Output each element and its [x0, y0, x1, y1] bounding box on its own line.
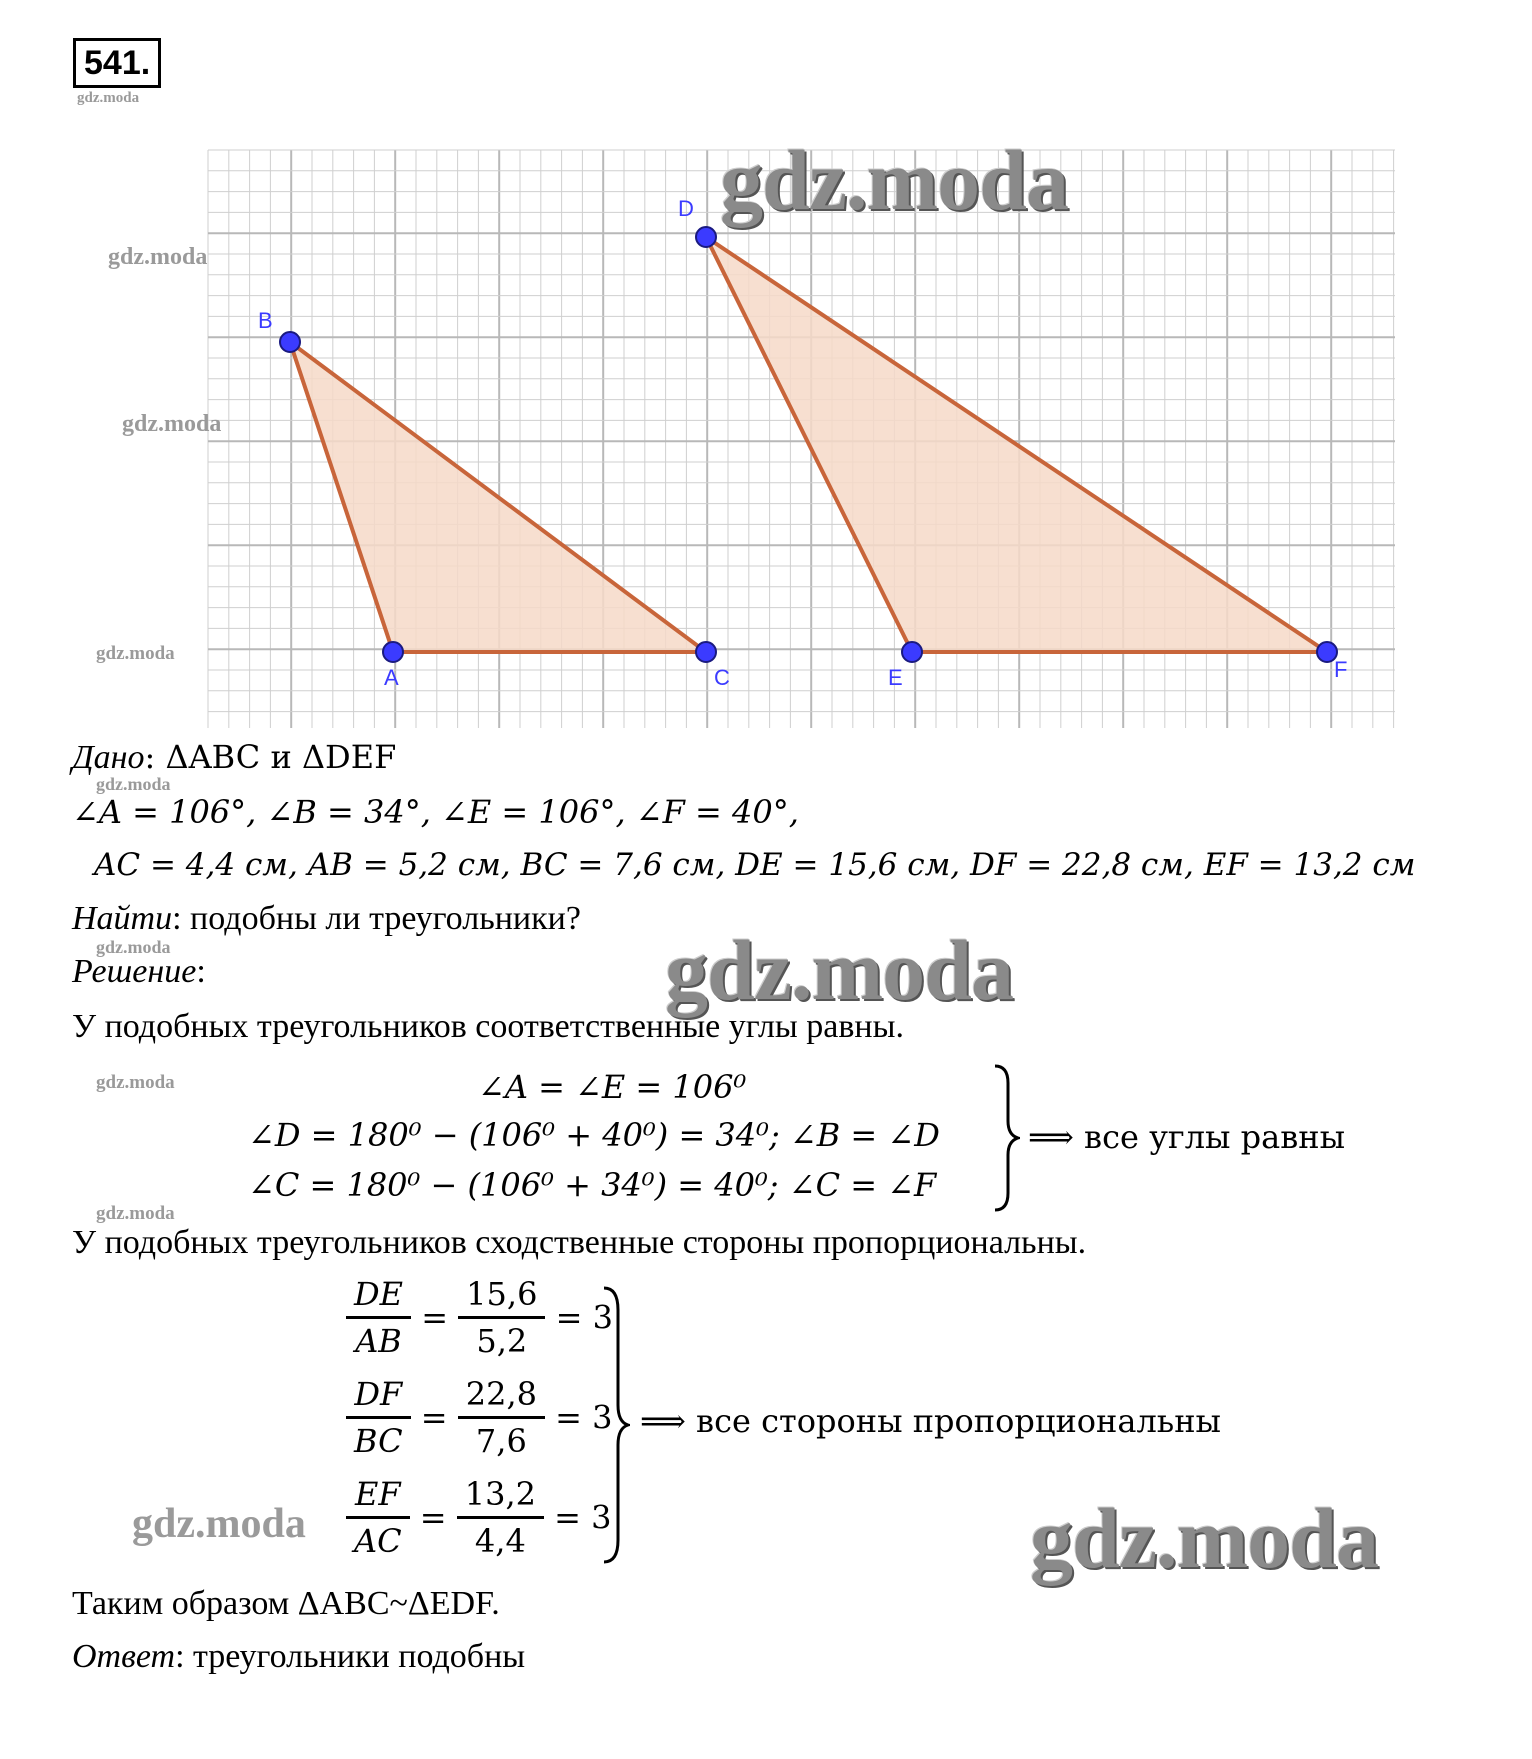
given-sides: AC = 4,4 см, AB = 5,2 см, BC = 7,6 см, DE = 15,6 см, DF = 22,8 см, EF = 13,2 см [94, 847, 1416, 883]
point-b [280, 332, 300, 352]
point-label-a: A [384, 665, 399, 690]
ratio-result: = 3 [555, 1298, 613, 1337]
point-label-b: B [258, 308, 273, 333]
watermark: gdz.moda [122, 411, 222, 437]
ratio-values-fraction: $\frac{22,8}{7,6}$ [458, 1372, 545, 1463]
given-line [72, 738, 396, 777]
angle-line-2: ∠D = 180⁰ − (106⁰ + 40⁰) = 34⁰; ∠B = ∠D [248, 1116, 940, 1154]
triangle-abc [290, 342, 706, 652]
point-d [696, 227, 716, 247]
point-label-c: C [714, 665, 730, 690]
watermark: gdz.moda [96, 937, 171, 957]
point-a [383, 642, 403, 662]
watermark: gdz.moda [77, 90, 140, 106]
solution-line [72, 953, 206, 991]
answer-text: : треугольники подобны [175, 1638, 526, 1675]
point-label-d: D [678, 196, 694, 221]
ratio-row-2: $\frac{DF}{BC}$ = $\frac{22,8}{7,6}$ = 3 [346, 1372, 613, 1463]
watermark: gdz.moda [132, 1501, 306, 1547]
sides-rule: У подобных треугольников сходственные стороны пропорциональны. [72, 1224, 1087, 1261]
find-text: : подобны ли треугольники? [172, 900, 581, 937]
conclusion: Таким образом ΔABC~ΔEDF. [72, 1585, 500, 1622]
sides-brace [600, 1285, 630, 1565]
point-e [902, 642, 922, 662]
ratio-values-fraction: $\frac{15,6}{5,2}$ [458, 1272, 545, 1363]
watermark: gdz.moda [96, 774, 171, 794]
point-label-f: F [1334, 657, 1348, 682]
ratio-result: = 3 [554, 1498, 612, 1537]
point-label-e: E [888, 665, 903, 690]
triangle-def [706, 237, 1327, 652]
answer-line [72, 1638, 525, 1676]
ratio-row-3: $\frac{EF}{AC}$ = $\frac{13,2}{4,4}$ = 3 [346, 1472, 612, 1563]
watermark-large: gdz.moda [720, 132, 1068, 228]
ratio-result: = 3 [555, 1398, 613, 1437]
solution-label: Решение [72, 953, 197, 990]
point-c [696, 642, 716, 662]
given-triangles: : ΔABC и ΔDEF [144, 738, 397, 776]
problem-number: 541. [73, 38, 161, 88]
answer-label: Ответ [72, 1638, 176, 1675]
ratio-letters-fraction: $\frac{DE}{AB}$ [346, 1272, 411, 1363]
sides-conclusion: ⟹ все стороны пропорциональны [640, 1402, 1221, 1440]
angles-conclusion: ⟹ все углы равны [1028, 1118, 1346, 1156]
find-line [72, 900, 581, 938]
ratio-letters-fraction: $\frac{EF}{AC}$ [346, 1472, 410, 1563]
find-label: Найти [72, 900, 173, 937]
solution-colon: : [196, 953, 206, 990]
watermark: gdz.moda [96, 643, 175, 664]
watermark: gdz.moda [96, 1072, 175, 1093]
watermark-large: gdz.moda [665, 922, 1013, 1018]
ratio-row-1: $\frac{DE}{AB}$ = $\frac{15,6}{5,2}$ = 3 [346, 1272, 613, 1363]
angles-brace [990, 1063, 1020, 1213]
given-label: Дано [72, 739, 145, 776]
watermark: gdz.moda [96, 1203, 175, 1224]
given-angles: ∠A = 106°, ∠B = 34°, ∠E = 106°, ∠F = 40°, [72, 793, 799, 831]
ratio-letters-fraction: $\frac{DF}{BC}$ [346, 1372, 411, 1463]
angles-rule: У подобных треугольников соответственные углы равны. [72, 1008, 904, 1045]
watermark-large: gdz.moda [1030, 1490, 1378, 1586]
triangles-diagram [0, 0, 1532, 760]
ratio-values-fraction: $\frac{13,2}{4,4}$ [457, 1472, 544, 1563]
angle-line-1: ∠A = ∠E = 106⁰ [478, 1068, 747, 1106]
angle-line-3: ∠C = 180⁰ − (106⁰ + 34⁰) = 40⁰; ∠C = ∠F [248, 1166, 937, 1204]
watermark: gdz.moda [108, 244, 208, 270]
